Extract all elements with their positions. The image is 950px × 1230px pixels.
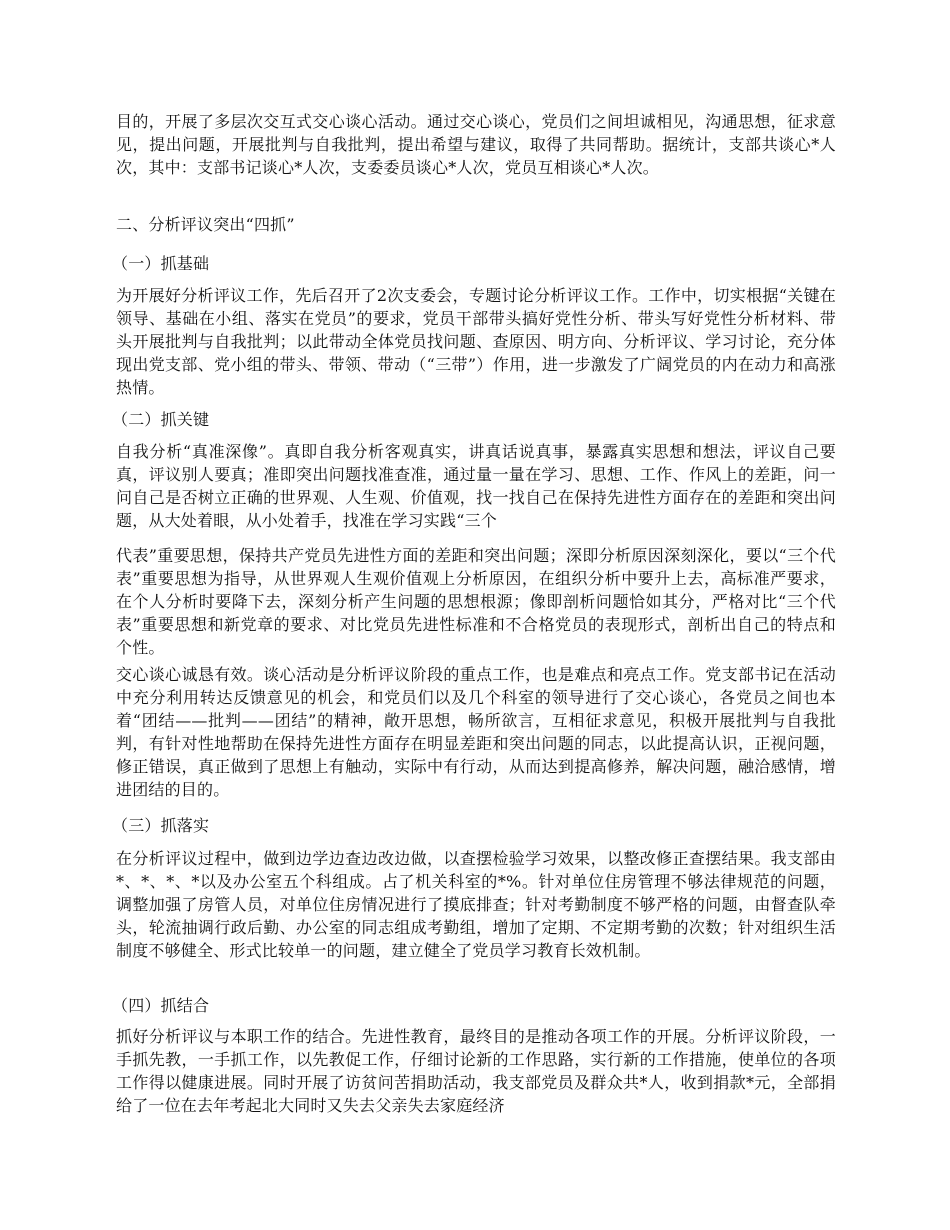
paragraph-heart-talk: 交心谈心诚恳有效。谈心活动是分析评议阶段的重点工作，也是难点和亮点工作。党支部书记在活动中充分利用转达反馈意见的机会，和党员们以及几个科室的领导进行了交心谈心，各党员之间也本着“团结——批判——团结”的精神，敞开思想，畅所欲言，互相征求意见，积极开展批判与自我批判，有针对性地帮助在保持先进性方面存在明显差距和突出问题的同志，以此提高认识，正视问题，修正错误，真正做到了思想上有触动，实际中有行动，从而达到提高修养，解决问题，融洽感情，增进团结的目的。 xyxy=(116,665,836,799)
paragraph-self-analysis: 自我分析“真准深像”。真即自我分析客观真实，讲真话说真事，暴露真实思想和想法，评议自己要真，评议别人要真；准即突出问题找准查准，通过量一量在学习、思想、工作、作风上的差距，问一问自己是否树立正确的世界观、人生观、价值观，找一找自己在保持先进性方面存在的差距和突出问题，从大处着眼，从小处着手，找准在学习实践“三个 xyxy=(116,442,836,530)
paragraph-implementation: 在分析评议过程中，做到边学边查边改边做，以查摆检验学习效果，以整改修正查摆结果。我支部由*、*、*、*以及办公室五个科组成。占了机关科室的*%。针对单位住房管理不够法律规范的问题，调整加强了房管人员，对单位住房情况进行了摸底排查；针对考勤制度不够严格的问题，由督查队牵头，轮流抽调行政后勤、办公室的同志组成考勤组，增加了定期、不定期考勤的次数；针对组织生活制度不够健全、形式比较单一的问题，建立健全了党员学习教育长效机制。 xyxy=(116,849,836,960)
subheading-combination: （四）抓结合 xyxy=(112,996,210,1015)
subheading-key: （二）抓关键 xyxy=(112,410,210,429)
section-heading-analysis: 二、分析评议突出“四抓” xyxy=(116,215,295,234)
paragraph-intro: 目的，开展了多层次交互式交心谈心活动。通过交心谈心，党员们之间坦诚相见，沟通思想，征求意见，提出问题，开展批判与自我批判，提出希望与建议，取得了共同帮助。据统计，支部共谈心*人次，其中：支部书记谈心*人次，支委委员谈心*人次，党员互相谈心*人次。 xyxy=(116,112,836,177)
paragraph-combination: 抓好分析评议与本职工作的结合。先进性教育，最终目的是推动各项工作的开展。分析评议阶段，一手抓先教，一手抓工作，以先教促工作，仔细讨论新的工作思路，实行新的工作措施，使单位的各项工作得以健康进展。同时开展了访贫问苦捐助活动，我支部党员及群众共*人，收到捐款*元，全部捐给了一位在去年考起北大同时又失去父亲失去家庭经济 xyxy=(116,1027,836,1115)
subheading-foundation: （一）抓基础 xyxy=(112,254,210,273)
paragraph-three-represents: 代表”重要思想，保持共产党员先进性方面的差距和突出问题；深即分析原因深刻深化，要以“三个代表”重要思想为指导，从世界观人生观价值观上分析原因，在组织分析中要升上去，高标准严要求，在个人分析时要降下去，深刻分析产生问题的思想根源；像即剖析问题恰如其分，严格对比“三个代表”重要思想和新党章的要求、对比党员先进性标准和不合格党员的表现形式，剖析出自己的特点和个性。 xyxy=(116,546,836,657)
subheading-implementation: （三）抓落实 xyxy=(112,816,210,835)
paragraph-foundation: 为开展好分析评议工作，先后召开了2次支委会，专题讨论分析评议工作。工作中，切实根据“关键在领导、基础在小组、落实在党员”的要求，党员干部带头搞好党性分析、带头写好党性分析材料、带头开展批判与自我批判；以此带动全体党员找问题、查原因、明方向、分析评议、学习讨论，充分体现出党支部、党小组的带头、带领、带动（“三带”）作用，进一步激发了广阔党员的内在动力和高涨热情。 xyxy=(116,286,836,397)
